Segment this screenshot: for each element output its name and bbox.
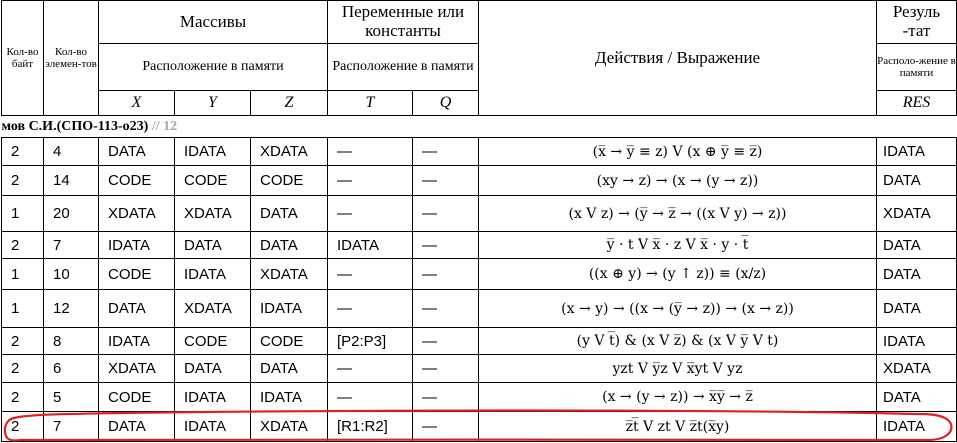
header-arrays: Массивы xyxy=(99,1,328,44)
cell-t: [P2:P3] xyxy=(328,328,413,355)
cell-q: — xyxy=(413,355,479,383)
cell-result: DATA xyxy=(877,259,957,290)
cell-q: — xyxy=(413,138,479,166)
cell-y: XDATA xyxy=(175,196,251,232)
cell-x: IDATA xyxy=(99,328,175,355)
cell-y: DATA xyxy=(175,355,251,383)
cell-elements: 8 xyxy=(44,328,99,355)
cell-elements: 7 xyxy=(44,232,99,259)
cell-result: XDATA xyxy=(877,355,957,383)
cell-expression: z̅t̅ V zt V z̅t(x̅y) xyxy=(479,412,877,442)
cell-x: XDATA xyxy=(99,355,175,383)
cell-elements: 7 xyxy=(44,412,99,442)
cell-y: IDATA xyxy=(175,138,251,166)
group-separator: // xyxy=(151,118,160,134)
assignment-table xyxy=(1,0,957,442)
cell-expression: (x → (y → z)) → x̅y̅ → z̅ xyxy=(479,383,877,412)
group-row xyxy=(2,116,957,138)
table-row xyxy=(2,166,957,196)
cell-result: XDATA xyxy=(877,196,957,232)
cell-bytes: 2 xyxy=(2,355,44,383)
cell-result: IDATA xyxy=(877,328,957,355)
table-row-highlighted xyxy=(2,412,957,442)
cell-bytes: 2 xyxy=(2,412,44,442)
cell-z: IDATA xyxy=(251,383,328,412)
cell-result: IDATA xyxy=(877,138,957,166)
cell-z: CODE xyxy=(251,166,328,196)
group-number: 12 xyxy=(163,118,178,134)
header-result-memory: Располо-жение в памяти xyxy=(877,44,957,91)
cell-y: CODE xyxy=(175,166,251,196)
cell-z: XDATA xyxy=(251,138,328,166)
cell-elements: 12 xyxy=(44,290,99,328)
cell-z: IDATA xyxy=(251,290,328,328)
cell-z: XDATA xyxy=(251,412,328,442)
table-row xyxy=(2,259,957,290)
header-vars: Переменные или константы xyxy=(328,1,479,44)
header-bytes: Кол-во байт xyxy=(2,1,44,116)
cell-y: CODE xyxy=(175,328,251,355)
cell-expression: (x V z) → (y̅ → z̅ → ((x V y) → z)) xyxy=(479,196,877,232)
header-result: Резуль -тат xyxy=(877,1,957,44)
cell-expression: (x → y) → ((x → (y̅ → z)) → (x → z)) xyxy=(479,290,877,328)
cell-q: — xyxy=(413,232,479,259)
cell-bytes: 2 xyxy=(2,138,44,166)
header-col-y: Y xyxy=(175,91,251,116)
cell-y: IDATA xyxy=(175,259,251,290)
cell-elements: 20 xyxy=(44,196,99,232)
cell-elements: 4 xyxy=(44,138,99,166)
cell-result: DATA xyxy=(877,232,957,259)
cell-z: XDATA xyxy=(251,259,328,290)
cell-expression: ((x ⊕ y) → (y ↑ z)) ≡ (x/z) xyxy=(479,259,877,290)
cell-elements: 10 xyxy=(44,259,99,290)
cell-t: IDATA xyxy=(328,232,413,259)
cell-bytes: 1 xyxy=(2,259,44,290)
cell-result: DATA xyxy=(877,383,957,412)
cell-expression: yzt V y̅z V x̅yt V yz xyxy=(479,355,877,383)
cell-y: XDATA xyxy=(175,290,251,328)
group-label: мов С.И.(СПО-113-о23) xyxy=(1,118,149,134)
cell-x: CODE xyxy=(99,383,175,412)
cell-elements: 14 xyxy=(44,166,99,196)
cell-expression: (x̅ → y̅ ≡ z) V (x ⊕ y̅ ≡ z̅) xyxy=(479,138,877,166)
header-col-t: T xyxy=(328,91,413,116)
cell-result: DATA xyxy=(877,290,957,328)
header-col-res: RES xyxy=(877,91,957,116)
cell-result: DATA xyxy=(877,166,957,196)
cell-x: DATA xyxy=(99,412,175,442)
header-elements: Кол-во элемен-тов xyxy=(44,1,99,116)
table-row xyxy=(2,290,957,328)
cell-q: — xyxy=(413,166,479,196)
cell-x: CODE xyxy=(99,166,175,196)
table-row xyxy=(2,232,957,259)
cell-t: — xyxy=(328,290,413,328)
cell-z: DATA xyxy=(251,196,328,232)
table-row xyxy=(2,196,957,232)
header-vars-memory: Расположение в памяти xyxy=(328,44,479,91)
cell-expression: (y V t̅) & (x V z̅) & (x V y̅ V t) xyxy=(479,328,877,355)
cell-t: — xyxy=(328,259,413,290)
header-actions: Действия / Выражение xyxy=(479,1,877,116)
cell-t: — xyxy=(328,138,413,166)
cell-x: DATA xyxy=(99,290,175,328)
cell-t: — xyxy=(328,196,413,232)
cell-z: CODE xyxy=(251,328,328,355)
cell-y: IDATA xyxy=(175,412,251,442)
header-col-q: Q xyxy=(413,91,479,116)
cell-t: — xyxy=(328,355,413,383)
table-row xyxy=(2,138,957,166)
cell-expression: y̅ · t V x̅ · z V x̅ · y · t̅ xyxy=(479,232,877,259)
cell-y: IDATA xyxy=(175,383,251,412)
cell-y: DATA xyxy=(175,232,251,259)
cell-result: IDATA xyxy=(877,412,957,442)
cell-x: XDATA xyxy=(99,196,175,232)
table-row xyxy=(2,383,957,412)
cell-q: — xyxy=(413,412,479,442)
cell-t: [R1:R2] xyxy=(328,412,413,442)
cell-t: — xyxy=(328,383,413,412)
cell-x: CODE xyxy=(99,259,175,290)
cell-x: IDATA xyxy=(99,232,175,259)
cell-q: — xyxy=(413,383,479,412)
cell-z: DATA xyxy=(251,355,328,383)
header-col-z: Z xyxy=(251,91,328,116)
table-row xyxy=(2,355,957,383)
header-col-x: X xyxy=(99,91,175,116)
cell-elements: 6 xyxy=(44,355,99,383)
cell-q: — xyxy=(413,196,479,232)
cell-bytes: 2 xyxy=(2,232,44,259)
cell-bytes: 1 xyxy=(2,196,44,232)
cell-q: — xyxy=(413,290,479,328)
cell-t: — xyxy=(328,166,413,196)
cell-bytes: 2 xyxy=(2,166,44,196)
header-arrays-memory: Расположение в памяти xyxy=(99,44,328,91)
cell-z: DATA xyxy=(251,232,328,259)
cell-q: — xyxy=(413,259,479,290)
table-row xyxy=(2,328,957,355)
cell-expression: (xy → z) → (x → (y → z)) xyxy=(479,166,877,196)
cell-q: — xyxy=(413,328,479,355)
cell-bytes: 2 xyxy=(2,328,44,355)
cell-bytes: 1 xyxy=(2,290,44,328)
cell-x: DATA xyxy=(99,138,175,166)
cell-elements: 5 xyxy=(44,383,99,412)
cell-bytes: 2 xyxy=(2,383,44,412)
